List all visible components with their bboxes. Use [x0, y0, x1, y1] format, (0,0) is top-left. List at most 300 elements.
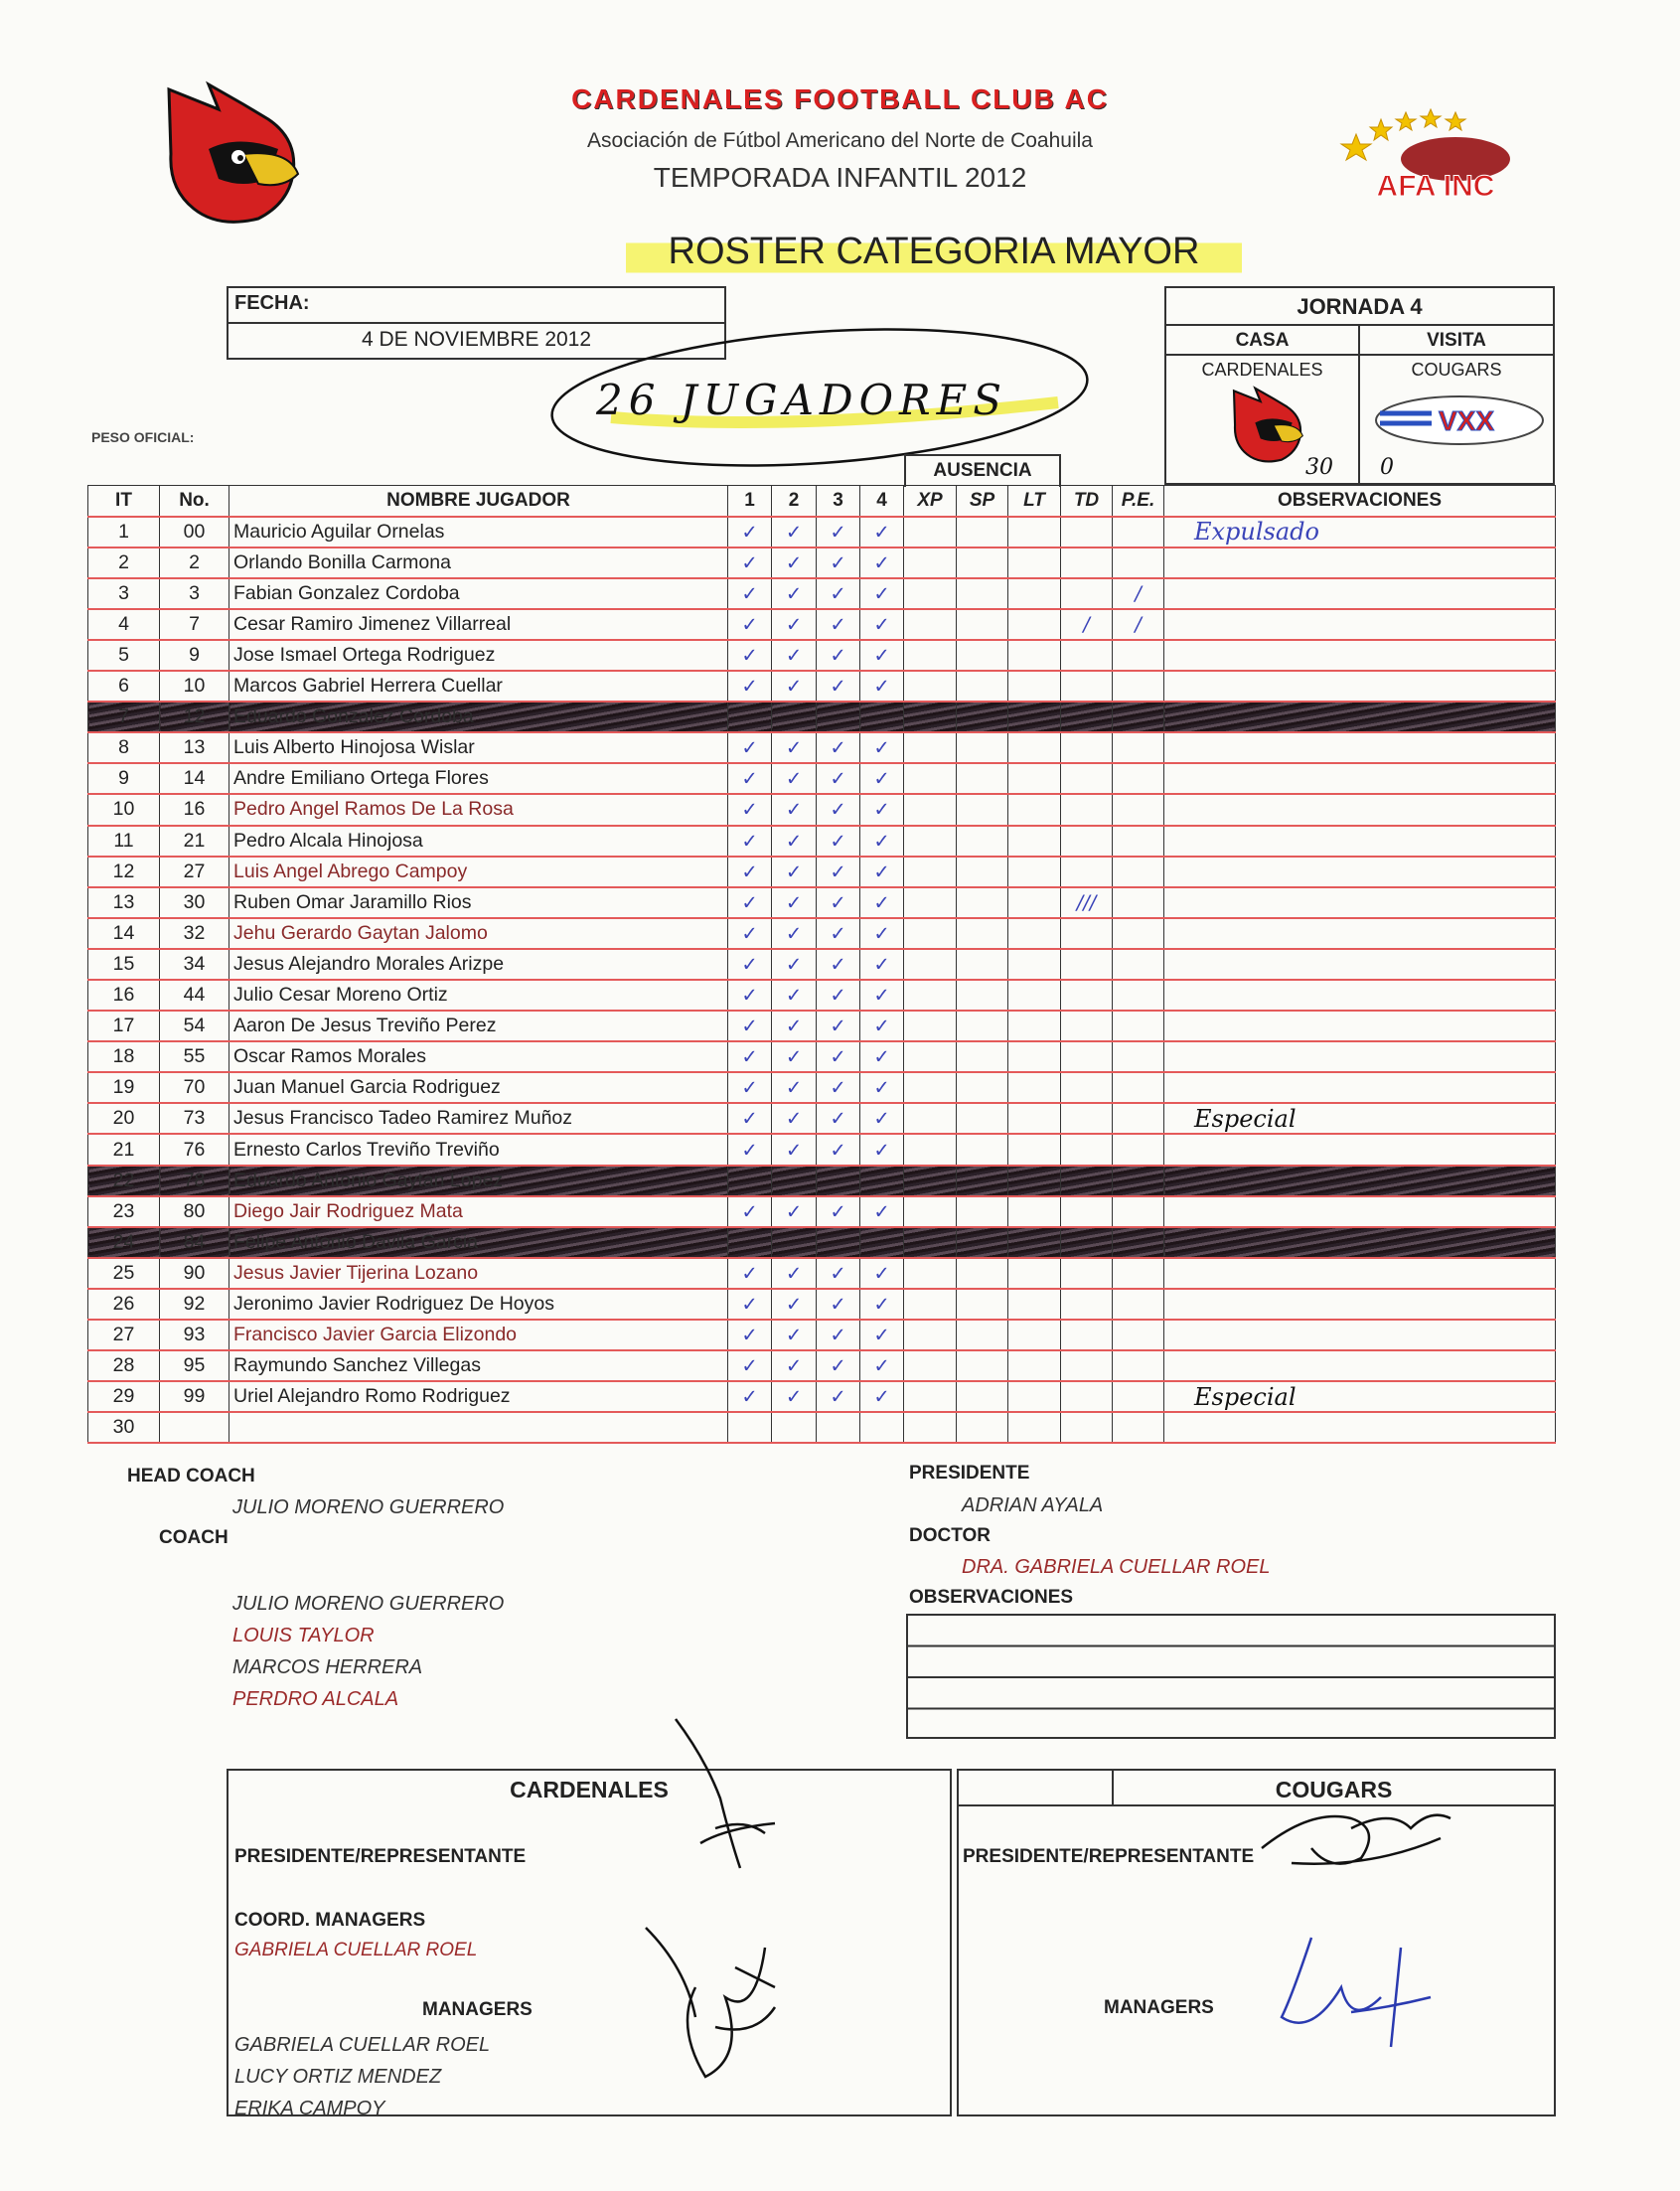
player-name: Luis Angel Abrego Campoy — [229, 857, 728, 887]
row-it: 15 — [88, 949, 160, 980]
quarter-check: ✓ — [728, 732, 772, 763]
presidente-label: PRESIDENTE — [909, 1463, 1030, 1484]
sp-cell — [957, 887, 1008, 918]
observation-cell — [1164, 1320, 1556, 1350]
row-number: 27 — [160, 857, 229, 887]
sp-cell — [957, 609, 1008, 640]
lt-cell — [1008, 794, 1061, 825]
col-header: 1 — [728, 486, 772, 517]
td-cell — [1061, 1134, 1113, 1165]
td-cell — [1061, 1381, 1113, 1412]
quarter-check: ✓ — [728, 794, 772, 825]
player-name: Fabian Gonzalez Cordoba — [229, 578, 728, 609]
col-header: IT — [88, 486, 160, 517]
row-number — [160, 1412, 229, 1443]
sp-cell — [957, 1381, 1008, 1412]
row-number: 92 — [160, 1289, 229, 1320]
td-cell: /// — [1061, 887, 1113, 918]
sp-cell — [957, 548, 1008, 578]
quarter-check: ✓ — [817, 1289, 860, 1320]
xp-cell — [904, 1412, 957, 1443]
quarter-check: ✓ — [772, 1350, 817, 1381]
lt-cell — [1008, 1196, 1061, 1227]
quarter-check: ✓ — [860, 826, 904, 857]
quarter-check: ✓ — [817, 857, 860, 887]
quarter-check — [728, 1227, 772, 1258]
row-number: 10 — [160, 671, 229, 702]
xp-cell — [904, 1134, 957, 1165]
quarter-check — [817, 1166, 860, 1196]
quarter-check: ✓ — [772, 794, 817, 825]
player-name: Cesar Ramiro Jimenez Villarreal — [229, 609, 728, 640]
cougars-logo — [1372, 393, 1546, 448]
player-name: Eduardo Antonio Gaytan Lopez — [229, 1166, 728, 1196]
ausencia-label: AUSENCIA — [904, 454, 1061, 487]
xp-cell — [904, 1041, 957, 1072]
pe-cell — [1113, 1011, 1164, 1041]
head-coach-name: JULIO MORENO GUERRERO — [232, 1496, 505, 1518]
observation-cell — [1164, 578, 1556, 609]
td-cell — [1061, 1103, 1113, 1134]
row-it: 4 — [88, 609, 160, 640]
col-header: SP — [957, 486, 1008, 517]
pe-cell — [1113, 980, 1164, 1011]
xp-cell — [904, 609, 957, 640]
xp-cell — [904, 548, 957, 578]
quarter-check: ✓ — [728, 857, 772, 887]
fecha-value: 4 DE NOVIEMBRE 2012 — [361, 328, 592, 351]
lt-cell — [1008, 671, 1061, 702]
roster-title: ROSTER CATEGORIA MAYOR — [626, 231, 1242, 280]
player-name: Jehu Gerardo Gaytan Jalomo — [229, 918, 728, 949]
row-it: 17 — [88, 1011, 160, 1041]
quarter-check: ✓ — [860, 1350, 904, 1381]
quarter-check: ✓ — [728, 887, 772, 918]
cardenales-sig-title: CARDENALES — [510, 1777, 669, 1802]
lt-cell — [1008, 548, 1061, 578]
quarter-check — [860, 1166, 904, 1196]
row-number: 16 — [160, 794, 229, 825]
table-row — [88, 1072, 1556, 1103]
xp-cell — [904, 980, 957, 1011]
quarter-check: ✓ — [817, 918, 860, 949]
row-it: 18 — [88, 1041, 160, 1072]
col-header: XP — [904, 486, 957, 517]
quarter-check: ✓ — [860, 609, 904, 640]
row-it: 8 — [88, 732, 160, 763]
quarter-check: ✓ — [860, 1320, 904, 1350]
quarter-check: ✓ — [817, 1041, 860, 1072]
pe-cell — [1113, 1289, 1164, 1320]
sp-cell — [957, 980, 1008, 1011]
observation-cell — [1164, 609, 1556, 640]
quarter-check: ✓ — [728, 640, 772, 671]
row-number: 54 — [160, 1011, 229, 1041]
row-number: 2 — [160, 548, 229, 578]
quarter-check: ✓ — [860, 548, 904, 578]
td-cell — [1061, 826, 1113, 857]
quarter-check — [728, 1412, 772, 1443]
xp-cell — [904, 887, 957, 918]
coord-managers-label: COORD. MANAGERS — [234, 1910, 426, 1931]
row-number: 80 — [160, 1196, 229, 1227]
coach-name: JULIO MORENO GUERRERO — [232, 1593, 505, 1615]
peso-oficial-label: PESO OFICIAL: — [91, 429, 195, 445]
home-score: 30 — [1305, 455, 1333, 480]
table-row — [88, 949, 1556, 980]
quarter-check — [728, 1166, 772, 1196]
pe-cell — [1113, 918, 1164, 949]
manager-name: GABRIELA CUELLAR ROEL — [234, 2034, 491, 2056]
table-row — [88, 794, 1556, 825]
lt-cell — [1008, 1166, 1061, 1196]
xp-cell — [904, 1103, 957, 1134]
player-name: Jesus Javier Tijerina Lozano — [229, 1258, 728, 1289]
doctor-label: DOCTOR — [909, 1525, 991, 1546]
player-name: Uriel Alejandro Romo Rodriguez — [229, 1381, 728, 1412]
quarter-check — [860, 1412, 904, 1443]
td-cell — [1061, 732, 1113, 763]
table-row — [88, 1196, 1556, 1227]
lt-cell — [1008, 1258, 1061, 1289]
table-row — [88, 980, 1556, 1011]
td-cell — [1061, 1320, 1113, 1350]
observation-cell — [1164, 548, 1556, 578]
td-cell — [1061, 702, 1113, 732]
row-it: 12 — [88, 857, 160, 887]
cougars-managers-label: MANAGERS — [1104, 1997, 1214, 2018]
row-it: 1 — [88, 517, 160, 548]
observation-cell — [1164, 702, 1556, 732]
pe-cell — [1113, 702, 1164, 732]
sp-cell — [957, 702, 1008, 732]
sp-cell — [957, 1258, 1008, 1289]
quarter-check: ✓ — [772, 548, 817, 578]
td-cell — [1061, 671, 1113, 702]
visita-label: VISITA — [1427, 330, 1486, 351]
observation-cell — [1164, 1072, 1556, 1103]
observation-cell — [1164, 1289, 1556, 1320]
xp-cell — [904, 702, 957, 732]
xp-cell — [904, 857, 957, 887]
xp-cell — [904, 1011, 957, 1041]
row-number: 44 — [160, 980, 229, 1011]
col-header: NOMBRE JUGADOR — [229, 486, 728, 517]
table-row — [88, 1103, 1556, 1134]
lt-cell — [1008, 1011, 1061, 1041]
quarter-check: ✓ — [817, 763, 860, 794]
observaciones-label: OBSERVACIONES — [909, 1587, 1074, 1608]
observation-cell — [1164, 763, 1556, 794]
row-it: 5 — [88, 640, 160, 671]
sp-cell — [957, 949, 1008, 980]
row-it: 22 — [88, 1166, 160, 1196]
pe-cell — [1113, 1196, 1164, 1227]
observation-cell — [1164, 1134, 1556, 1165]
table-row — [88, 887, 1556, 918]
row-it: 11 — [88, 826, 160, 857]
row-it: 16 — [88, 980, 160, 1011]
pe-cell — [1113, 1103, 1164, 1134]
home-team-logo — [1221, 386, 1310, 465]
player-name: Jesus Francisco Tadeo Ramirez Muñoz — [229, 1103, 728, 1134]
quarter-check: ✓ — [772, 517, 817, 548]
quarter-check: ✓ — [728, 1350, 772, 1381]
row-number: 55 — [160, 1041, 229, 1072]
sp-cell — [957, 578, 1008, 609]
presidente-name: ADRIAN AYALA — [962, 1494, 1104, 1516]
td-cell — [1061, 1350, 1113, 1381]
quarter-check: ✓ — [817, 826, 860, 857]
quarter-check: ✓ — [817, 1072, 860, 1103]
quarter-check: ✓ — [772, 1381, 817, 1412]
td-cell — [1061, 1258, 1113, 1289]
quarter-check: ✓ — [817, 578, 860, 609]
player-name: Pedro Angel Ramos De La Rosa — [229, 794, 728, 825]
row-number: 78 — [160, 1166, 229, 1196]
xp-cell — [904, 1072, 957, 1103]
doctor-name: DRA. GABRIELA CUELLAR ROEL — [962, 1556, 1271, 1578]
casa-label: CASA — [1166, 326, 1360, 354]
td-cell — [1061, 794, 1113, 825]
quarter-check: ✓ — [772, 1041, 817, 1072]
player-name: Pedro Alcala Hinojosa — [229, 826, 728, 857]
quarter-check: ✓ — [817, 794, 860, 825]
lt-cell — [1008, 732, 1061, 763]
td-cell — [1061, 918, 1113, 949]
player-name: Francisco Javier Garcia Elizondo — [229, 1320, 728, 1350]
lt-cell — [1008, 640, 1061, 671]
observation-cell — [1164, 1041, 1556, 1072]
quarter-check: ✓ — [817, 1350, 860, 1381]
player-name: Felipe Antonio Davila Garcia — [229, 1227, 728, 1258]
sp-cell — [957, 1289, 1008, 1320]
observation-cell — [1164, 980, 1556, 1011]
table-row — [88, 1041, 1556, 1072]
player-name: Jose Ismael Ortega Rodriguez — [229, 640, 728, 671]
td-cell — [1061, 1227, 1113, 1258]
quarter-check: ✓ — [817, 609, 860, 640]
td-cell — [1061, 949, 1113, 980]
coach-name: PERDRO ALCALA — [232, 1688, 399, 1710]
xp-cell — [904, 1381, 957, 1412]
observation-cell — [1164, 1166, 1556, 1196]
row-it: 9 — [88, 763, 160, 794]
lt-cell — [1008, 1412, 1061, 1443]
lt-cell — [1008, 1289, 1061, 1320]
player-name: Jesus Alejandro Morales Arizpe — [229, 949, 728, 980]
quarter-check: ✓ — [860, 857, 904, 887]
row-number: 21 — [160, 826, 229, 857]
quarter-check: ✓ — [817, 517, 860, 548]
pe-cell — [1113, 857, 1164, 887]
sp-cell — [957, 640, 1008, 671]
xp-cell — [904, 732, 957, 763]
row-it: 14 — [88, 918, 160, 949]
row-number: 12 — [160, 702, 229, 732]
row-it: 30 — [88, 1412, 160, 1443]
quarter-check: ✓ — [772, 609, 817, 640]
quarter-check: ✓ — [860, 517, 904, 548]
col-header: P.E. — [1113, 486, 1164, 517]
club-name: CARDENALES FOOTBALL CLUB AC — [571, 83, 1109, 114]
sp-cell — [957, 1412, 1008, 1443]
sp-cell — [957, 1320, 1008, 1350]
pe-cell — [1113, 517, 1164, 548]
lt-cell — [1008, 517, 1061, 548]
observation-cell — [1164, 1412, 1556, 1443]
col-header: 4 — [860, 486, 904, 517]
lt-cell — [1008, 1227, 1061, 1258]
table-row — [88, 1412, 1556, 1443]
table-row — [88, 1320, 1556, 1350]
quarter-check: ✓ — [728, 1134, 772, 1165]
quarter-check: ✓ — [772, 671, 817, 702]
manager-name: ERIKA CAMPOY — [234, 2098, 385, 2119]
row-number: 76 — [160, 1134, 229, 1165]
player-name: Raymundo Sanchez Villegas — [229, 1350, 728, 1381]
coach-list — [232, 1588, 504, 1715]
quarter-check: ✓ — [860, 887, 904, 918]
td-cell — [1061, 763, 1113, 794]
td-cell — [1061, 1289, 1113, 1320]
quarter-check: ✓ — [728, 578, 772, 609]
player-name: Mauricio Aguilar Ornelas — [229, 517, 728, 548]
lt-cell — [1008, 1134, 1061, 1165]
pe-cell — [1113, 548, 1164, 578]
col-header: TD — [1061, 486, 1113, 517]
table-row — [88, 1289, 1556, 1320]
quarter-check: ✓ — [772, 949, 817, 980]
sp-cell — [957, 1041, 1008, 1072]
signature-cougars-presidente — [1252, 1789, 1460, 1878]
table-row — [88, 826, 1556, 857]
quarter-check: ✓ — [728, 1011, 772, 1041]
quarter-check: ✓ — [817, 1103, 860, 1134]
quarter-check: ✓ — [772, 763, 817, 794]
quarter-check: ✓ — [772, 887, 817, 918]
quarter-check — [772, 702, 817, 732]
observation-cell — [1164, 794, 1556, 825]
row-number: 90 — [160, 1258, 229, 1289]
sp-cell — [957, 826, 1008, 857]
pe-cell — [1113, 1041, 1164, 1072]
row-number: 70 — [160, 1072, 229, 1103]
pe-cell — [1113, 671, 1164, 702]
quarter-check: ✓ — [860, 763, 904, 794]
quarter-check: ✓ — [817, 732, 860, 763]
row-number: 34 — [160, 949, 229, 980]
sp-cell — [957, 1134, 1008, 1165]
quarter-check: ✓ — [772, 918, 817, 949]
quarter-check — [817, 1412, 860, 1443]
player-name: Andre Emiliano Ortega Flores — [229, 763, 728, 794]
row-number: 13 — [160, 732, 229, 763]
xp-cell — [904, 763, 957, 794]
table-row — [88, 640, 1556, 671]
table-row — [88, 1166, 1556, 1196]
quarter-check — [817, 702, 860, 732]
pe-cell: / — [1113, 578, 1164, 609]
quarter-check: ✓ — [772, 857, 817, 887]
handwritten-players-count: 26 JUGADORES — [596, 376, 1008, 424]
observation-cell — [1164, 887, 1556, 918]
pe-cell — [1113, 794, 1164, 825]
managers-list — [234, 2029, 490, 2124]
row-number: 00 — [160, 517, 229, 548]
row-it: 7 — [88, 702, 160, 732]
quarter-check: ✓ — [817, 1011, 860, 1041]
xp-cell — [904, 918, 957, 949]
lt-cell — [1008, 826, 1061, 857]
table-row — [88, 1381, 1556, 1412]
quarter-check: ✓ — [817, 548, 860, 578]
col-header: OBSERVACIONES — [1164, 486, 1556, 517]
quarter-check: ✓ — [860, 1103, 904, 1134]
table-row — [88, 1350, 1556, 1381]
quarter-check: ✓ — [728, 918, 772, 949]
player-name: Orlando Bonilla Carmona — [229, 548, 728, 578]
afa-logo-text: AFA INC — [1376, 170, 1495, 203]
xp-cell — [904, 671, 957, 702]
td-cell — [1061, 980, 1113, 1011]
quarter-check: ✓ — [860, 949, 904, 980]
row-it: 6 — [88, 671, 160, 702]
jornada-label: JORNADA 4 — [1166, 288, 1553, 326]
coach-name: MARCOS HERRERA — [232, 1656, 423, 1678]
observation-cell — [1164, 949, 1556, 980]
xp-cell — [904, 1166, 957, 1196]
coach-name: LOUIS TAYLOR — [232, 1625, 375, 1646]
lt-cell — [1008, 1041, 1061, 1072]
row-it: 25 — [88, 1258, 160, 1289]
quarter-check: ✓ — [817, 1381, 860, 1412]
row-it: 26 — [88, 1289, 160, 1320]
cougars-sig-title: COUGARS — [1114, 1771, 1554, 1806]
quarter-check: ✓ — [860, 1289, 904, 1320]
col-header: LT — [1008, 486, 1061, 517]
observation-cell — [1164, 640, 1556, 671]
table-row — [88, 671, 1556, 702]
player-name: Ernesto Carlos Treviño Treviño — [229, 1134, 728, 1165]
quarter-check: ✓ — [860, 1196, 904, 1227]
manager-name: LUCY ORTIZ MENDEZ — [234, 2066, 442, 2088]
sp-cell — [957, 1011, 1008, 1041]
observaciones-box — [906, 1614, 1556, 1739]
pe-cell — [1113, 1166, 1164, 1196]
td-cell — [1061, 1196, 1113, 1227]
observation-cell — [1164, 1258, 1556, 1289]
quarter-check: ✓ — [860, 640, 904, 671]
pe-cell: / — [1113, 609, 1164, 640]
pe-cell — [1113, 887, 1164, 918]
observation-cell — [1164, 918, 1556, 949]
observation-cell: Expulsado — [1164, 517, 1556, 548]
lt-cell — [1008, 1320, 1061, 1350]
observation-cell — [1164, 1227, 1556, 1258]
coach-label: COACH — [159, 1527, 229, 1548]
quarter-check: ✓ — [817, 887, 860, 918]
quarter-check: ✓ — [772, 578, 817, 609]
row-number: 14 — [160, 763, 229, 794]
quarter-check: ✓ — [772, 1134, 817, 1165]
observation-cell — [1164, 857, 1556, 887]
quarter-check: ✓ — [728, 1289, 772, 1320]
away-score: 0 — [1380, 455, 1394, 480]
table-row — [88, 517, 1556, 548]
quarter-check — [772, 1166, 817, 1196]
quarter-check: ✓ — [728, 980, 772, 1011]
